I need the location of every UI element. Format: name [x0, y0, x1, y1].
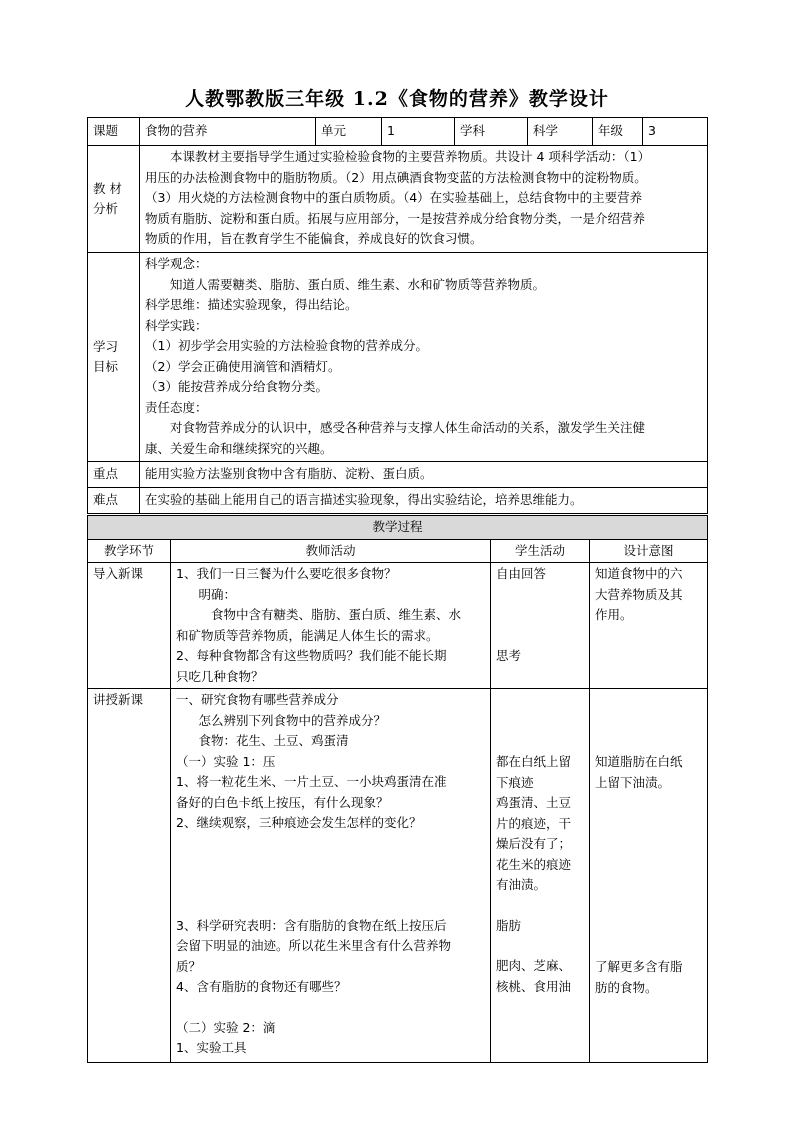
grade-label: 年级 [593, 118, 643, 146]
intro-body-line: 食物中含有糖类、脂肪、蛋白质、维生素、水 [211, 607, 462, 622]
attitude-line: 康、关爱生命和继续探究的兴趣。 [145, 440, 333, 456]
tools-line: 1、实验工具 [176, 1040, 247, 1055]
attitude-line: 对食物营养成分的认识中，感受各种营养与支撑人体生命活动的关系，激发学生关注健 [170, 420, 646, 435]
intent-line: 了解更多含有脂 [595, 959, 683, 974]
step-4-line: 4、含有脂肪的食物还有哪些？ [176, 979, 347, 994]
keti-label: 课题 [88, 118, 140, 146]
header-student: 学生活动 [491, 539, 590, 563]
step-2-line: 2、继续观察，三种痕迹会发生怎样的变化？ [176, 815, 422, 830]
student-answer-line: 都在白纸上留 [496, 754, 572, 769]
student-answer-line: 有油渍。 [496, 877, 547, 892]
intro-intent-line: 大营养物质及其 [595, 586, 683, 602]
attitude-heading: 责任态度： [145, 399, 208, 415]
difficulty-value: 在实验的基础上能用自己的语言描述实验现象，得出实验结论，培养思维能力。 [140, 488, 708, 514]
intro-student [491, 563, 590, 689]
step-1-line: 备好的白色卡纸上按压，有什么现象？ [176, 794, 389, 810]
lesson-info-table [87, 117, 708, 514]
goals-label [88, 253, 140, 462]
grade-value: 3 [643, 118, 708, 146]
lecture-stage: 讲授新课 [88, 689, 171, 1063]
goals-label-line-2: 目标 [93, 359, 119, 374]
subject-label: 学科 [455, 118, 528, 146]
thinking-goal: 科学思维：描述实验现象，得出结论。 [145, 297, 358, 312]
student-answer-line: 核桃、食用油 [496, 978, 572, 994]
student-answer-line: 下痕迹 [496, 774, 534, 790]
student-answer-line: 片的痕迹，干 [496, 815, 572, 831]
key-value: 能用实验方法鉴别食物中含有脂肪、淀粉、蛋白质。 [140, 462, 708, 488]
step-1-line: 1、将一粒花生米、一片土豆、一小块鸡蛋清在准 [176, 774, 447, 789]
analysis-label [88, 146, 140, 253]
unit-value: 1 [382, 118, 455, 146]
analysis-line: 物质的作用，旨在教育学生不能偏食，养成良好的饮食习惯。 [145, 231, 483, 246]
intent-line: 肪的食物。 [595, 979, 658, 995]
practice-heading: 科学实践： [145, 317, 208, 333]
step-3-line: 质？ [176, 958, 202, 974]
student-answer-line: 脂肪 [496, 917, 522, 933]
lecture-teacher [171, 689, 491, 1063]
difficulty-label: 难点 [88, 488, 140, 514]
header-teacher: 教师活动 [171, 539, 491, 563]
lecture-foods: 食物：花生、土豆、鸡蛋清 [198, 733, 349, 748]
analysis-content [140, 146, 708, 253]
document-title: 人教鄂教版三年级 1.2《食物的营养》教学设计 [185, 88, 609, 110]
header-intent: 设计意图 [590, 539, 708, 563]
intro-clarify: 明确： [198, 586, 237, 602]
intro-student-answer-2: 思考 [496, 647, 522, 663]
concept-heading: 科学观念： [145, 256, 208, 271]
lecture-ask: 怎么辨别下列食物中的营养成分？ [198, 712, 387, 728]
practice-item: （1）初步学会用实验的方法检验食物的营养成分。 [145, 338, 428, 353]
goals-content [140, 253, 708, 462]
header-stage: 教学环节 [88, 539, 171, 563]
experiment-2-heading: （二）实验 2：滴 [176, 1019, 276, 1035]
analysis-line: 本课教材主要指导学生通过实验检验食物的主要营养物质。共设计 4 项科学活动：（1） [170, 149, 651, 164]
lecture-heading: 一、研究食物有哪些营养成分 [176, 692, 339, 707]
analysis-line: 物质有脂肪、淀粉和蛋白质。拓展与应用部分，一是按营养成分给食物分类，一是介绍营养 [145, 210, 646, 226]
step-3-line: 3、科学研究表明：含有脂肪的食物在纸上按压后 [176, 917, 447, 933]
goals-label-line-1: 学习 [93, 338, 119, 354]
intro-intent [590, 563, 708, 689]
key-label: 重点 [88, 462, 140, 488]
intro-body-line: 和矿物质等营养物质，能满足人体生长的需求。 [176, 627, 439, 643]
lecture-intent [590, 689, 708, 1063]
intro-stage: 导入新课 [88, 563, 171, 689]
keti-value: 食物的营养 [140, 118, 316, 146]
step-3-line: 会留下明显的油迹。所以花生米里含有什么营养物 [176, 938, 452, 953]
student-answer-line: 鸡蛋清、土豆 [496, 795, 572, 810]
student-answer-line: 花生米的痕迹 [496, 856, 572, 872]
process-section-title: 教学过程 [88, 516, 708, 540]
student-answer-line: 燥后没有了； [496, 836, 572, 851]
intro-question-2: 2、每种食物都含有这些物质吗？我们能不能长期 [176, 648, 447, 663]
intent-line: 知道脂肪在白纸 [595, 754, 683, 769]
analysis-label-line-2: 分析 [93, 201, 119, 216]
intro-question-2-cont: 只吃几种食物？ [176, 668, 264, 684]
subject-value: 科学 [528, 118, 593, 146]
intro-student-answer-1: 自由回答 [496, 566, 547, 581]
intro-teacher [171, 563, 491, 689]
analysis-line: 用压的办法检测食物中的脂肪物质。（2）用点碘酒食物变蓝的方法检测食物中的淀粉物质。 [145, 169, 647, 185]
teaching-process-table [87, 515, 708, 1063]
practice-item: （3）能按营养成分给食物分类。 [145, 379, 328, 394]
analysis-label-line-1: 教 材 [93, 180, 122, 196]
intent-line: 上留下油渍。 [595, 774, 671, 790]
student-answer-line: 肥肉、芝麻、 [496, 958, 572, 973]
concept-body: 知道人需要糖类、脂肪、蛋白质、维生素、水和矿物质等营养物质。 [170, 276, 546, 292]
analysis-line: （3）用火烧的方法检测食物中的蛋白质物质。（4）在实验基础上，总结食物中的主要营养 [145, 190, 643, 205]
practice-item: （2）学会正确使用滴管和酒精灯。 [145, 358, 341, 374]
intro-intent-line: 知道食物中的六 [595, 566, 683, 581]
experiment-1-heading: （一）实验 1：压 [176, 753, 276, 769]
intro-intent-line: 作用。 [595, 607, 633, 622]
unit-label: 单元 [316, 118, 382, 146]
intro-question-1: 1、我们一日三餐为什么要吃很多食物？ [176, 566, 397, 581]
lecture-student [491, 689, 590, 1063]
